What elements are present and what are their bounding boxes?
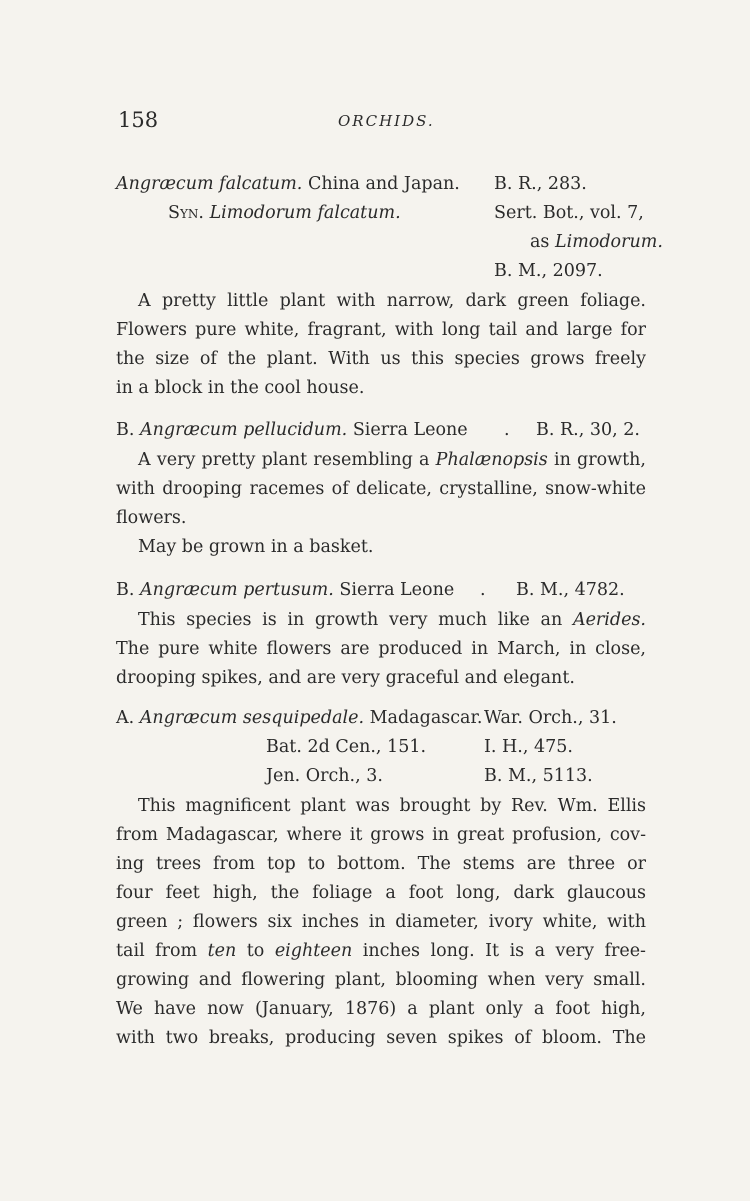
reference: B. R., 30, 2.	[536, 420, 640, 440]
synonym-name: Limodorum falcatum.	[209, 203, 401, 223]
body-line	[116, 937, 646, 966]
body-italic: eighteen	[274, 941, 353, 961]
reference: War. Orch., 31.	[484, 708, 617, 728]
cultivation-grade: B.	[116, 580, 135, 600]
reference-prefix: as	[530, 232, 550, 252]
entry-heading	[116, 704, 482, 733]
body-line: flowers.	[116, 508, 187, 528]
body-line	[138, 446, 646, 475]
reference: B. M., 4782.	[516, 580, 625, 600]
reference-name: Limodorum.	[555, 232, 663, 252]
cultivation-grade: A.	[116, 708, 135, 728]
reference: B. M., 5113.	[484, 766, 593, 786]
reference: B. R., 283.	[494, 174, 587, 194]
body-text: inches long. It is a very free-	[362, 941, 646, 961]
body-line: This magnificent plant was brought by Rev. Wm. Ellis	[138, 796, 646, 816]
entry-heading	[116, 576, 454, 605]
species-name: Angræcum sesquipedale.	[139, 708, 365, 728]
running-head: ORCHIDS.	[338, 112, 435, 130]
body-line: drooping spikes, and are very graceful and elegant.	[116, 668, 575, 688]
leader-dot: .	[504, 420, 510, 440]
body-line: A pretty little plant with narrow, dark green foliage.	[138, 291, 646, 311]
body-line: with drooping racemes of delicate, crystalline, snow-white	[116, 479, 646, 499]
body-line	[138, 606, 646, 635]
leader-dot: .	[480, 580, 486, 600]
region: Sierra Leone	[339, 580, 455, 600]
body-line: in a block in the cool house.	[116, 378, 365, 398]
species-name: Angræcum pertusum.	[140, 580, 334, 600]
body-line: the size of the plant. With us this species grows freely	[116, 349, 646, 369]
body-italic: Aerides.	[572, 610, 646, 630]
body-text: This species is in growth very much like an	[138, 610, 563, 630]
page-header	[118, 108, 638, 138]
body-line: Flowers pure white, fragrant, with long tail and large for	[116, 320, 646, 340]
region: Sierra Leone	[352, 420, 468, 440]
body-italic: ten	[207, 941, 237, 961]
body-text: to	[246, 941, 265, 961]
body-line: The pure white flowers are produced in March, in close,	[116, 639, 646, 659]
body-line: green ; flowers six inches in diameter, ivory white, with	[116, 912, 646, 932]
entry-heading	[116, 416, 468, 445]
body-line: May be grown in a basket.	[138, 537, 374, 557]
body-line: with two breaks, producing seven spikes of bloom. The	[116, 1028, 646, 1048]
reference: I. H., 475.	[484, 737, 573, 757]
body-line: growing and flowering plant, blooming when very small.	[116, 970, 646, 990]
body-line: from Madagascar, where it grows in great profusion, cov-	[116, 825, 646, 845]
body-italic: Phalænopsis	[435, 450, 548, 470]
cultivation-grade: B.	[116, 420, 135, 440]
body-text: in growth,	[553, 450, 646, 470]
region: China and Japan.	[307, 174, 460, 194]
body-text: A very pretty plant resembling a	[138, 450, 430, 470]
page-number: 158	[118, 108, 159, 132]
reference: Sert. Bot., vol. 7,	[494, 203, 644, 223]
entry-heading	[116, 170, 460, 199]
synonym-line	[168, 199, 401, 228]
reference: Jen. Orch., 3.	[266, 766, 383, 786]
synonym-label: Syn.	[168, 203, 204, 223]
region: Madagascar.	[369, 708, 483, 728]
reference: Bat. 2d Cen., 151.	[266, 737, 427, 757]
body-text: tail from	[116, 941, 198, 961]
reference	[530, 228, 663, 257]
body-line: ing trees from top to bottom. The stems are three or	[116, 854, 646, 874]
species-name: Angræcum falcatum.	[116, 174, 303, 194]
body-line: four feet high, the foliage a foot long, dark glaucous	[116, 883, 646, 903]
species-name: Angræcum pellucidum.	[140, 420, 348, 440]
body-line: We have now (January, 1876) a plant only a foot high,	[116, 999, 646, 1019]
reference: B. M., 2097.	[494, 261, 603, 281]
